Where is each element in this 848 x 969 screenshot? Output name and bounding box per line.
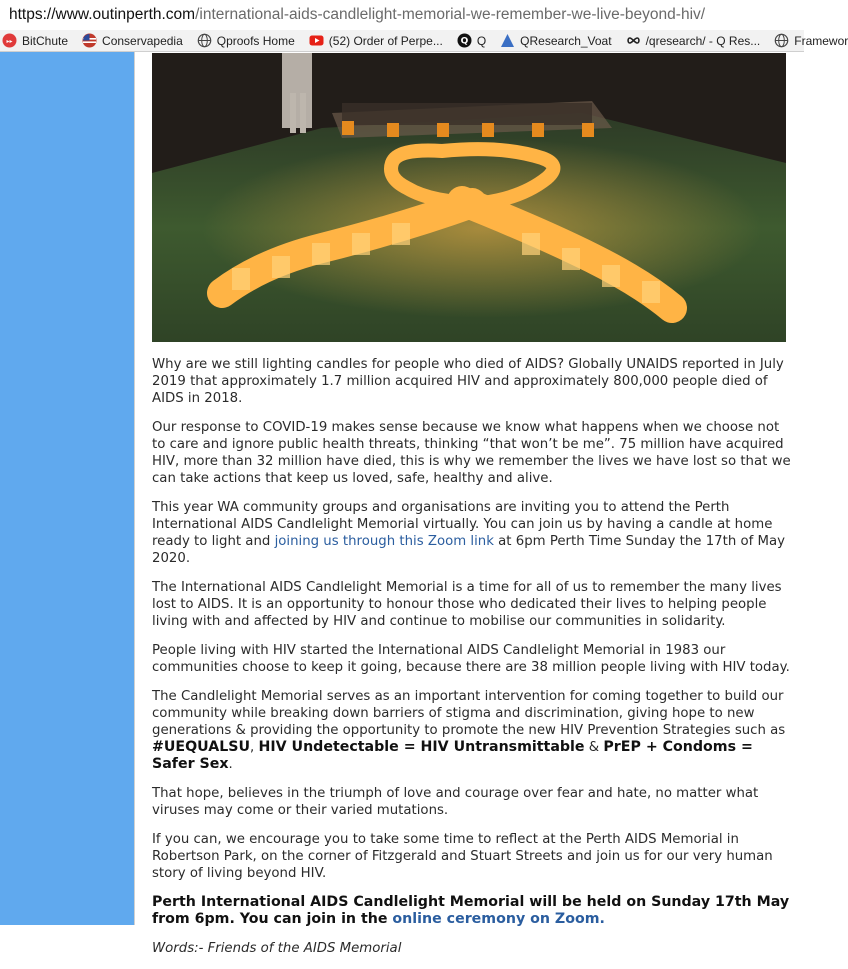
content-divider <box>134 52 135 925</box>
bookmark-label: Framewor <box>794 33 848 48</box>
svg-text:▸▸: ▸▸ <box>6 38 13 45</box>
q-icon <box>457 33 472 48</box>
bookmark-qresearch-voat[interactable] <box>500 33 611 48</box>
bitchute-icon <box>2 33 17 48</box>
paragraph-covid-response: Our response to COVID-19 makes sense because we know what happens when we choose not to care and ignore public health threats, thinking “that won’t be me”. 75 million have acquired HIV, more than 32 million have died, this is why we remember the lives we have lost so that we can take actions that keep us loved, safe, healthy and alive. <box>152 420 791 486</box>
online-ceremony-link[interactable]: online ceremony on Zoom. <box>392 911 605 927</box>
address-bar[interactable] <box>0 0 804 30</box>
youtube-icon <box>309 33 324 48</box>
undetectable-bold: HIV Undetectable = HIV Untransmittable <box>258 739 585 755</box>
ribbon-photo-graphic <box>152 53 786 342</box>
p6-end: . <box>228 757 233 772</box>
svg-text:Q: Q <box>460 36 469 47</box>
candlelight-ribbon-photo <box>152 53 786 342</box>
bookmark-label: /qresearch/ - Q Res... <box>645 33 761 48</box>
paragraph-history: People living with HIV started the International AIDS Candlelight Memorial in 1983 our communities choose to keep it going, because there are 38 million people living with HIV today. <box>152 643 790 675</box>
p6-text: The Candlelight Memorial serves as an important intervention for coming together to build our community while breaking down barriers of stigma and discrimination, giving hope to new generations & providing the opportunity to promote the new HIV Prevention Strategies such as <box>152 689 786 738</box>
paragraph-reflect: If you can, we encourage you to take some time to reflect at the Perth AIDS Memorial in Robertson Park, on the corner of Fitzgerald and Stuart Streets and join us for our very human story of living beyond HIV. <box>152 832 773 881</box>
us-flag-icon <box>82 33 97 48</box>
paragraph-unaids-stats: Why are we still lighting candles for people who died of AIDS? Globally UNAIDS reported in July 2019 that approximately 1.7 million acquired HIV and approximately 800,000 people died of AIDS in 2018. <box>152 357 784 406</box>
uequalsu-bold: #UEQUALSU <box>152 739 251 755</box>
paragraph-hope: That hope, believes in the triumph of love and courage over fear and hate, no matter what viruses may come or their varied mutations. <box>152 786 759 818</box>
bookmark-qresearch-board[interactable] <box>626 33 761 48</box>
prep-bold: PrEP + Condoms = Safer Sex <box>152 739 753 772</box>
bookmark-q[interactable] <box>457 33 486 48</box>
p3-text-before: This year WA community groups and organisations are inviting you to attend the Perth International AIDS Candlelight Memorial virtually. You can join us by having a candle at home ready to light and <box>152 500 773 549</box>
p3-text-after: at 6pm Perth Time Sunday the 17th of May 2020. <box>152 534 786 566</box>
p6-sep1: , <box>250 740 259 755</box>
url-host: https://www.outinperth.com <box>9 6 196 23</box>
bookmarks-bar <box>0 30 848 52</box>
globe-icon <box>197 33 212 48</box>
url-path: /international-aids-candlelight-memorial-we-remember-we-live-beyond-hiv/ <box>195 6 706 23</box>
left-sidebar <box>0 52 134 925</box>
article-body <box>152 356 792 969</box>
infinity-icon <box>626 33 641 48</box>
paragraph-memorial-purpose: The International AIDS Candlelight Memorial is a time for all of us to remember the many lives lost to AIDS. It is an opportunity to honour those who dedicated their lives to helping people living with and affected by HIV and continue to mobilise our communities in solidarity. <box>152 580 782 629</box>
words-credit: Words:- Friends of the AIDS Memorial <box>152 941 402 956</box>
globe-icon <box>774 33 789 48</box>
paragraph-virtual-invite <box>152 499 792 567</box>
bookmark-label: QResearch_Voat <box>520 33 612 48</box>
p6-sep2: & <box>584 740 604 755</box>
voat-icon <box>500 33 515 48</box>
bookmark-framework[interactable] <box>774 33 848 48</box>
bookmark-label: Q <box>476 33 487 48</box>
bookmark-label: Conservapedia <box>102 33 183 48</box>
bookmark-order-of-perpe[interactable] <box>309 33 443 48</box>
bookmark-label: (52) Order of Perpe... <box>328 33 443 48</box>
paragraph-event-details <box>152 894 792 928</box>
bookmark-label: Qproofs Home <box>216 33 295 48</box>
bookmark-conservapedia[interactable] <box>82 33 183 48</box>
bookmark-label: BitChute <box>22 33 69 48</box>
event-details-bold: Perth International AIDS Candlelight Memorial will be held on Sunday 17th May from 6pm. You can join in the <box>152 894 790 927</box>
bookmark-bitchute[interactable] <box>2 33 68 48</box>
paragraph-prevention-strategies <box>152 688 792 773</box>
bookmark-qproofs-home[interactable] <box>197 33 295 48</box>
zoom-link[interactable]: joining us through this Zoom link <box>274 534 494 549</box>
